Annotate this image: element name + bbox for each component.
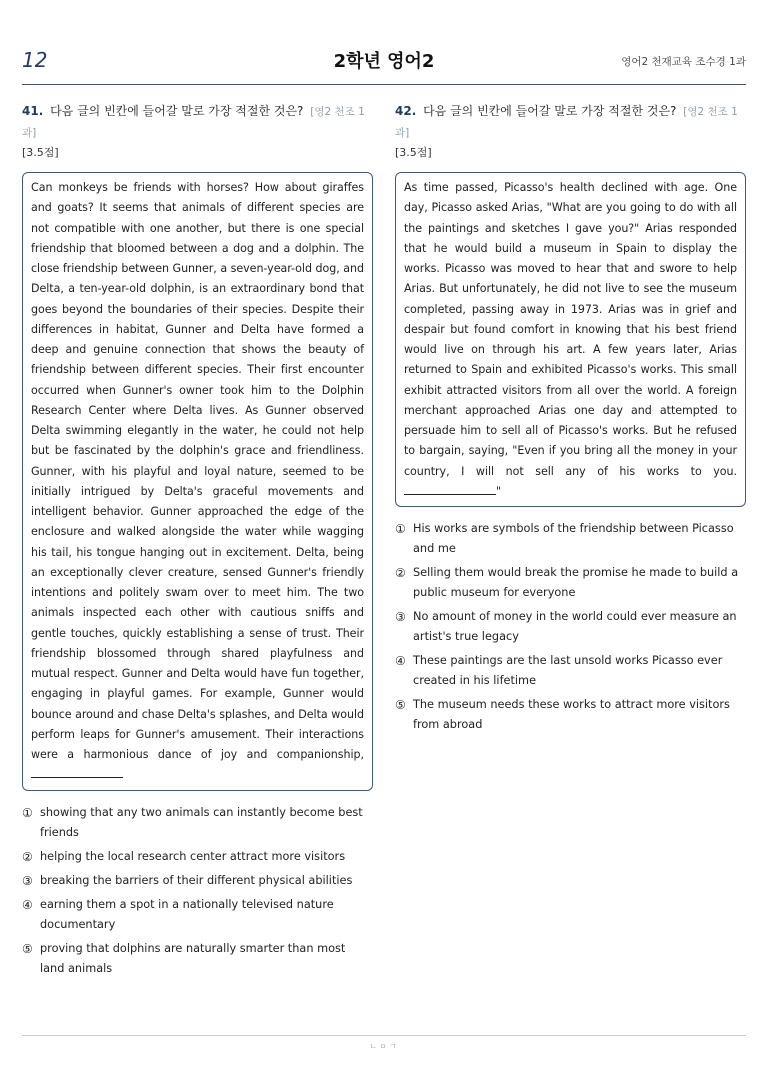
option-number: ④ (22, 897, 33, 912)
question-41-source: [영2 천조 1과] (22, 106, 365, 139)
question-42-option-1[interactable] (395, 519, 746, 559)
question-42-passage-text: As time passed, Picasso's health declined with age. One day, Picasso asked Arias, "What are you going to do with all the paintings and sketches I gave you?" Arias responded that he would build a museum in Spain to display the works. Picasso was moved to hear that and swore to help Arias. But unfortunately, he did not live to see the museum completed, passing away in 1973. Arias was in grief and despair but found comfort in knowing that his best friend would live on through his art. A few years later, Arias returned to Spain and exhibited Picasso's works. This small exhibit attracted visitors from all over the world. A foreign merchant approached Arias one day and attempted to persuade him to sell all of Picasso's works. But he refused to bargain, saying, "Even if you bring all the money in your country, I will not sell any of his works to you. (404, 181, 737, 478)
question-42-header (395, 101, 746, 143)
question-41-option-3[interactable] (22, 871, 373, 891)
page-header (22, 44, 746, 85)
page-title: 2학년 영어2 (333, 51, 435, 72)
option-text: proving that dolphins are naturally smarter than most land animals (40, 941, 346, 975)
question-41-prompt: 다음 글의 빈칸에 들어갈 말로 가장 적절한 것은? (50, 104, 304, 118)
question-41 (22, 101, 373, 983)
question-41-points: [3.5점] (22, 146, 59, 159)
question-42-option-5[interactable] (395, 695, 746, 735)
option-text: The museum needs these works to attract more visitors from abroad (413, 698, 730, 731)
question-41-option-4[interactable] (22, 895, 373, 935)
question-42-number: 42. (395, 104, 417, 118)
option-number: ③ (22, 873, 33, 888)
question-42-options (395, 519, 746, 735)
option-text: breaking the barriers of their different physical abilities (40, 873, 353, 887)
question-41-number: 41. (22, 104, 44, 118)
page-subtitle: 영어2 천재교육 조수경 1과 (621, 56, 746, 68)
question-42-points: [3.5점] (395, 146, 432, 159)
question-42-blank (404, 484, 496, 495)
option-number: ⑤ (22, 941, 33, 956)
option-number: ⑤ (395, 698, 406, 712)
question-41-option-5[interactable] (22, 939, 373, 979)
option-number: ④ (395, 654, 406, 668)
option-text: Selling them would break the promise he made to build a public museum for everyone (413, 566, 739, 599)
question-42-option-2[interactable] (395, 563, 746, 603)
question-41-option-1[interactable] (22, 803, 373, 843)
question-42-option-4[interactable] (395, 651, 746, 691)
question-42-source: [영2 천조 1과] (395, 106, 738, 139)
option-number: ③ (395, 610, 406, 624)
question-41-option-2[interactable] (22, 847, 373, 867)
option-text: showing that any two animals can instantly become best friends (40, 805, 363, 839)
question-41-options (22, 803, 373, 979)
option-text: helping the local research center attract more visitors (40, 849, 346, 863)
option-number: ① (22, 805, 33, 820)
option-text: earning them a spot in a nationally televised nature documentary (40, 897, 334, 931)
question-42-option-3[interactable] (395, 607, 746, 647)
question-42 (395, 101, 746, 739)
question-41-header (22, 101, 373, 143)
footer-mark: ㄴㅇㄱ (369, 1042, 399, 1051)
page-number: 12 (22, 48, 48, 72)
question-41-blank (31, 767, 123, 778)
question-42-passage-end: " (496, 484, 502, 498)
option-number: ① (395, 522, 406, 536)
option-text: No amount of money in the world could ever measure an artist's true legacy (413, 610, 737, 643)
option-number: ② (395, 566, 406, 580)
option-text: These paintings are the last unsold works Picasso ever created in his lifetime (413, 654, 723, 687)
question-41-passage-box (22, 172, 373, 791)
footer-divider (22, 1035, 746, 1036)
question-42-prompt: 다음 글의 빈칸에 들어갈 말로 가장 적절한 것은? (423, 104, 677, 118)
option-number: ② (22, 849, 33, 864)
question-42-passage-box (395, 172, 746, 507)
question-41-passage-text: Can monkeys be friends with horses? How about giraffes and goats? It seems that animals of different species are not compatible with one another, but there is one special friendship that bloomed between a dog and a dolphin. The close friendship between Gunner, a seven-year-old dog, and Delta, a ten-year-old dolphin, is an extraordinary bond that goes beyond the boundaries of their species. Despite their differences in habitat, Gunner and Delta have formed a deep and genuine connection that shows the beauty of friendship between different species. Their first encounter occurred when Gunner's owner took him to the Dolphin Research Center where Delta lives. As Gunner observed Delta swimming elegantly in the water, he could not help but be fascinated by the dolphin's grace and friendliness. Gunner, with his playful and loyal nature, seemed to be initially intrigued by Delta's graceful movements and intelligent behavior. Gunner approached the edge of the enclosure and walked alongside the water while wagging his tail, his tongue hanging out in excitement. Delta, being an exceptionally clever creature, sensed Gunner's friendly intentions and politely swam over to meet him. The two animals inspected each other with cautious sniffs and gentle touches, quickly establishing a sense of trust. Their friendship blossomed through shared playfulness and mutual respect. Gunner and Delta would have fun together, engaging in playful games. For example, Gunner would bounce around and chase Delta's splashes, and Delta would perform leaps for Gunner's amusement. Their interactions were a harmonious dance of joy and companionship, (31, 181, 364, 761)
option-text: His works are symbols of the friendship between Picasso and me (413, 522, 734, 555)
